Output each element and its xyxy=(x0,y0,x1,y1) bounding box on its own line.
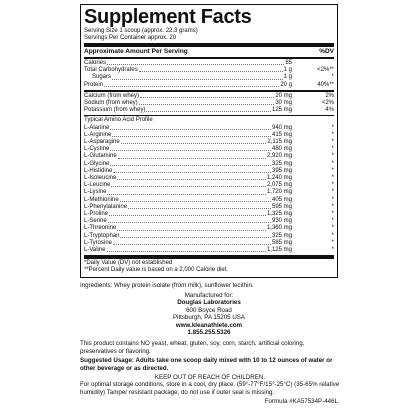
nutrient-row xyxy=(84,67,334,74)
nutrient-amount: 405 mg xyxy=(271,196,292,203)
footnote-percent: **Percent Daily value is based on a 2,000 Calorie diet. xyxy=(84,267,229,274)
nutrient-name: L-Proline xyxy=(84,211,109,218)
nutrient-name: L-Histidine xyxy=(84,167,113,174)
nutrient-dv: * xyxy=(331,189,334,196)
nutrient-amount: 930 mg xyxy=(271,218,292,225)
nutrient-name: L-Isoleucine xyxy=(84,175,117,182)
minerals-list xyxy=(84,93,334,115)
nutrient-row xyxy=(84,132,334,139)
dot-leader xyxy=(107,189,266,194)
dot-leader xyxy=(113,240,271,245)
nutrient-dv: * xyxy=(331,167,334,174)
nutrient-name: L-Phenylalanine xyxy=(84,203,128,210)
divider-thick xyxy=(84,43,334,47)
nutrient-amount: 2,075 mg xyxy=(266,182,292,189)
nutrient-name: L-Threonine xyxy=(84,225,117,232)
nutrient-row xyxy=(84,100,334,107)
footnote-dv: *Daily Value (DV) not established xyxy=(84,260,173,267)
divider-mid xyxy=(84,57,334,59)
dot-leader xyxy=(110,161,271,166)
nutrient-row xyxy=(84,218,334,225)
nutrient-dv: * xyxy=(331,232,334,239)
nutrient-dv: 2% xyxy=(325,92,334,99)
macro-nutrients xyxy=(84,60,334,89)
nutrient-name: Calories xyxy=(84,60,107,66)
manufacturer-block xyxy=(80,292,338,336)
nutrient-row xyxy=(84,82,334,89)
dot-leader xyxy=(120,197,271,202)
manufacturer-website: www.kleanathlete.com xyxy=(175,321,243,329)
dv-header: %DV xyxy=(319,48,334,55)
supplement-facts-panel xyxy=(80,4,338,278)
nutrient-dv: * xyxy=(331,239,334,246)
dot-leader xyxy=(140,93,274,98)
nutrient-amount: 595 mg xyxy=(271,203,292,210)
dot-leader xyxy=(112,74,283,79)
nutrient-name: L-Asparagine xyxy=(84,139,120,146)
nutrient-row xyxy=(84,139,334,146)
nutrient-name: L-Serine xyxy=(84,218,107,225)
nutrient-dv: * xyxy=(331,196,334,203)
nutrient-amount: 1,240 mg xyxy=(266,175,292,182)
nutrient-row xyxy=(84,247,334,254)
dot-leader xyxy=(111,182,266,187)
keep-out-warning: KEEP OUT OF REACH OF CHILDREN. xyxy=(154,374,266,381)
amount-per-serving-header: Approximate Amount Per Serving xyxy=(84,48,188,55)
nutrient-name: L-Glutamine xyxy=(84,153,117,160)
dot-leader xyxy=(112,132,271,137)
serving-size: Serving Size 1 scoop (approx. 22.3 grams) xyxy=(84,28,198,34)
dot-leader xyxy=(118,153,266,158)
nutrient-amount: 480 mg xyxy=(271,146,292,153)
nutrient-row xyxy=(84,60,334,67)
nutrient-dv: * xyxy=(331,153,334,160)
dot-leader xyxy=(107,60,284,65)
nutrient-dv: <2%** xyxy=(317,67,334,74)
divider-thin xyxy=(84,115,334,116)
nutrient-name: Calcium (from whey) xyxy=(84,92,140,99)
nutrient-dv: * xyxy=(331,74,334,81)
nutrient-amount: 1 g xyxy=(283,67,292,74)
nutrient-amount: 940 mg xyxy=(271,124,292,131)
dot-leader xyxy=(121,139,267,144)
nutrient-amount: 20 g xyxy=(280,81,292,88)
nutrient-name: L-Methionine xyxy=(84,196,119,203)
nutrient-dv: <2% xyxy=(321,100,334,107)
nutrient-dv: * xyxy=(331,203,334,210)
nutrient-dv: * xyxy=(331,146,334,153)
nutrient-name: L-Lysine xyxy=(84,189,107,196)
storage-instructions: For optimal storage conditions, store in a cool, dry place. (59°-77°F/15°-25°C) (35-65% relative humidity) Tamper resistant package, do not use if outer seal is missing. xyxy=(80,381,340,396)
nutrient-dv: * xyxy=(331,225,334,232)
nutrient-name: L-Alanine xyxy=(84,124,110,131)
dot-leader xyxy=(117,175,266,180)
nutrient-amount: 415 mg xyxy=(271,131,292,138)
nutrient-amount: 30 mg xyxy=(275,100,292,107)
nutrient-name: L-Valine xyxy=(84,247,106,254)
nutrient-row xyxy=(84,189,334,196)
nutrient-row xyxy=(84,240,334,247)
ingredients-text: Ingredients: Whey protein isolate (from milk), sunflower lecithin. xyxy=(80,282,254,289)
nutrient-name: Total Carbohydrates xyxy=(84,67,138,74)
amino-acid-section-title: Typical Amino Acid Profile xyxy=(84,117,153,124)
dot-leader xyxy=(110,146,271,151)
nutrient-dv: * xyxy=(331,218,334,225)
nutrient-dv: 4% xyxy=(325,107,334,114)
nutrient-amount: 1,325 mg xyxy=(266,211,292,218)
nutrient-amount: 20 mg xyxy=(275,92,292,99)
dot-leader xyxy=(139,100,275,105)
dot-leader xyxy=(109,211,266,216)
nutrient-name: L-Tryptophan xyxy=(84,232,120,239)
dot-leader xyxy=(146,107,271,112)
nutrient-dv: * xyxy=(331,211,334,218)
manufactured-for-label: Manufactured for: xyxy=(184,292,234,299)
nutrient-name: L-Tyrosine xyxy=(84,239,113,246)
dot-leader xyxy=(110,125,271,130)
manufacturer-name: Douglas Laboratories xyxy=(177,299,241,307)
nutrient-row xyxy=(84,168,334,175)
nutrient-amount: 325 mg xyxy=(271,160,292,167)
nutrient-amount: 1,360 mg xyxy=(266,225,292,232)
nutrient-row xyxy=(84,161,334,168)
nutrient-row xyxy=(84,233,334,240)
nutrient-row xyxy=(84,211,334,218)
nutrient-dv: * xyxy=(331,182,334,189)
nutrient-dv: * xyxy=(331,131,334,138)
nutrient-dv: * xyxy=(331,247,334,254)
manufacturer-address-2: Pittsburgh, PA 15205 USA xyxy=(172,314,246,322)
amino-acid-list xyxy=(84,125,334,255)
suggested-usage: Suggested Usage: Adults take one scoop daily mixed with 10 to 12 ounces of water or other beverage or as directed. xyxy=(80,357,333,372)
nutrient-row xyxy=(84,175,334,182)
nutrient-amount: 395 mg xyxy=(271,167,292,174)
nutrient-row xyxy=(84,107,334,114)
dot-leader xyxy=(104,82,279,87)
manufacturer-address-1: 600 Boyce Road xyxy=(186,306,232,314)
nutrient-amount: 85 xyxy=(285,60,292,66)
nutrient-name: L-Leucine xyxy=(84,182,111,189)
nutrient-name: L-Arginine xyxy=(84,131,112,138)
contains-statement: This product contains NO yeast, wheat, gluten, soy, corn, starch, artificial coloring, preservatives or flavoring. xyxy=(80,340,305,355)
nutrient-row xyxy=(84,225,334,232)
nutrient-amount: 325 mg xyxy=(271,232,292,239)
nutrient-amount: 125 mg xyxy=(271,107,292,114)
dot-leader xyxy=(120,233,271,238)
column-header xyxy=(84,48,334,56)
nutrient-amount: 1,720 mg xyxy=(266,189,292,196)
panel-title: Supplement Facts xyxy=(84,6,252,28)
nutrient-dv: * xyxy=(331,139,334,146)
servings-per-container: Servings Per Container approx. 20 xyxy=(84,35,177,41)
nutrient-amount: 585 mg xyxy=(271,239,292,246)
nutrient-name: L-Glycine xyxy=(84,160,110,167)
dot-leader xyxy=(117,225,266,230)
divider-thick xyxy=(84,255,334,259)
manufacturer-phone: 1.855.255.5326 xyxy=(187,329,231,337)
nutrient-dv xyxy=(292,60,334,67)
nutrient-amount: 1 g xyxy=(283,74,292,81)
nutrient-row xyxy=(84,153,334,160)
nutrient-name: Protein xyxy=(84,81,104,88)
nutrient-dv: * xyxy=(331,160,334,167)
nutrient-row xyxy=(84,197,334,204)
nutrient-row xyxy=(84,93,334,100)
nutrient-row xyxy=(84,204,334,211)
nutrient-amount: 2,920 mg xyxy=(266,153,292,160)
nutrient-row xyxy=(84,74,334,81)
nutrient-name: Sugars xyxy=(92,74,112,81)
nutrient-name: L-Cystine xyxy=(84,146,110,153)
nutrient-row xyxy=(84,125,334,132)
dot-leader xyxy=(128,204,271,209)
dot-leader xyxy=(108,218,271,223)
divider-mid xyxy=(84,90,334,92)
nutrient-row xyxy=(84,146,334,153)
nutrient-name: Sodium (from whey) xyxy=(84,100,138,107)
nutrient-dv: * xyxy=(331,124,334,131)
nutrient-amount: 1,125 mg xyxy=(266,247,292,254)
dot-leader xyxy=(107,247,266,252)
formula-number: Formula #KA57534P-446L xyxy=(264,398,338,405)
dot-leader xyxy=(113,168,271,173)
nutrient-dv: * xyxy=(331,175,334,182)
nutrient-row xyxy=(84,182,334,189)
nutrient-dv: 40%** xyxy=(317,81,334,88)
nutrient-name: Potassium (from whey) xyxy=(84,107,146,114)
nutrient-amount: 2,115 mg xyxy=(267,139,292,146)
dot-leader xyxy=(139,67,283,72)
